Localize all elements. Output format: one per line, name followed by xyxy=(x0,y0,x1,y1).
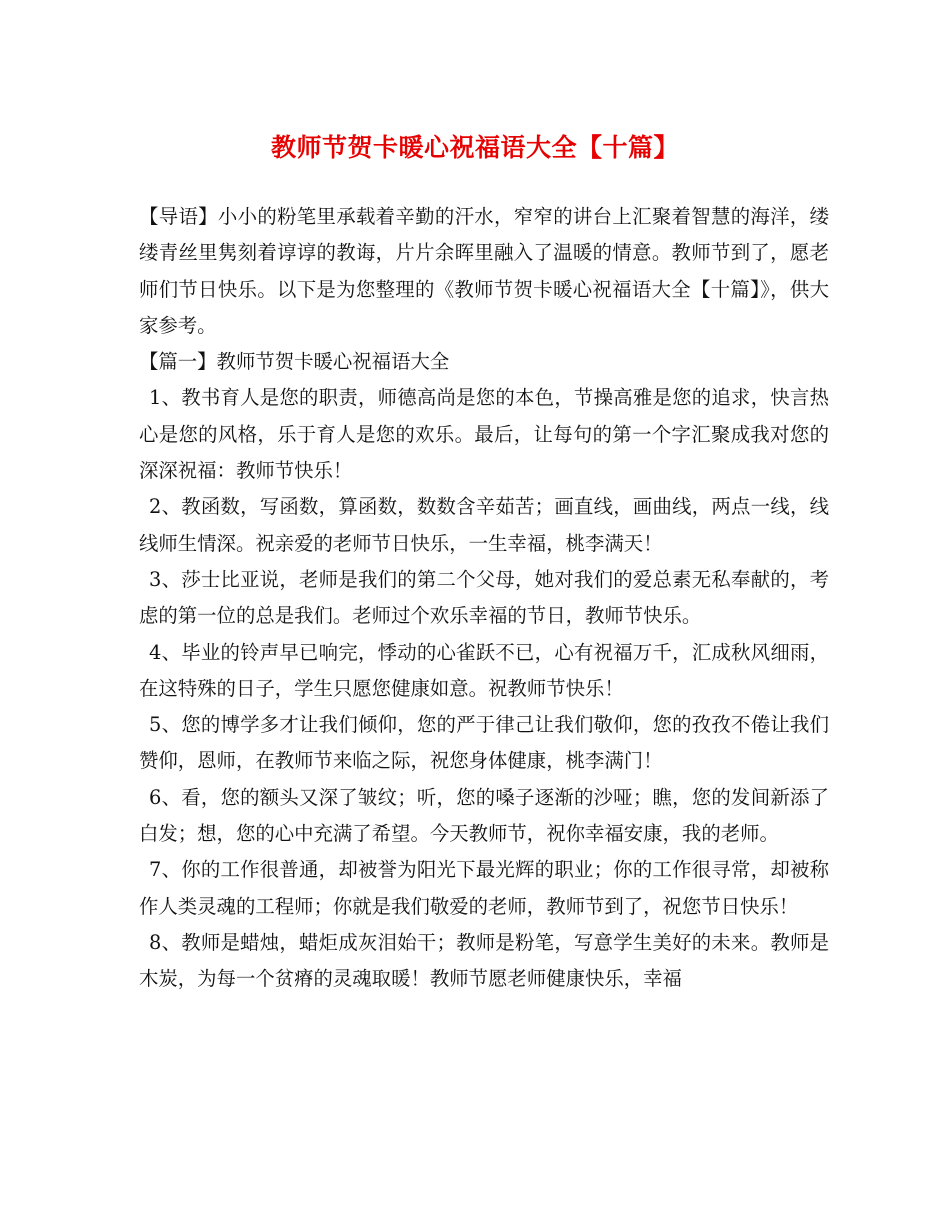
list-item: 8、教师是蜡烛，蜡炬成灰泪始干；教师是粉笔，写意学生美好的未来。教师是木炭，为每一个贫瘠的灵魂取暖！教师节愿老师健康快乐，幸福 xyxy=(139,930,829,991)
list-item: 2、教函数，写函数，算函数，数数含辛茹苦；画直线，画曲线，两点一线，线线师生情深。祝亲爱的老师节日快乐，一生幸福，桃李满天！ xyxy=(139,495,829,555)
list-item: 1、教书育人是您的职责，师德高尚是您的本色，节操高雅是您的追求，快言热心是您的风格，乐于育人是您的欢乐。最后，让每句的第一个字汇聚成我对您的深深祝福：教师节快乐！ xyxy=(139,386,829,483)
document-title: 教师节贺卡暖心祝福语大全【十篇】 xyxy=(270,133,679,162)
list-item: 3、莎士比亚说，老师是我们的第二个父母，她对我们的爱总素无私奉献的，考虑的第一位的总是我们。老师过个欢乐幸福的节日，教师节快乐。 xyxy=(139,567,829,628)
intro-paragraph: 【导语】小小的粉笔里承载着辛勤的汗水，窄窄的讲台上汇聚着智慧的海洋，缕缕青丝里隽刻着谆谆的教诲，片片余晖里融入了温暖的情意。教师节到了，愿老师们节日快乐。以下是为您整理的《教师节贺卡暖心祝福语大全【十篇】》，供大家参考。 xyxy=(139,205,829,337)
list-item: 4、毕业的铃声早已响完，悸动的心雀跃不已，心有祝福万千，汇成秋风细雨，在这特殊的日子，学生只愿您健康如意。祝教师节快乐！ xyxy=(139,640,829,700)
list-item: 6、看，您的额头又深了皱纹；听，您的嗓子逐渐的沙哑；瞧，您的发间新添了白发；想，您的心中充满了希望。今天教师节，祝你幸福安康，我的老师。 xyxy=(139,785,829,846)
document-body xyxy=(139,199,829,998)
list-item: 7、你的工作很普通，却被誉为阳光下最光辉的职业；你的工作很寻常，却被称作人类灵魂的工程师；你就是我们敬爱的老师，教师节到了，祝您节日快乐！ xyxy=(139,858,829,918)
section-heading: 【篇一】教师节贺卡暖心祝福语大全 xyxy=(139,350,450,374)
list-item: 5、您的博学多才让我们倾仰，您的严于律己让我们敬仰，您的孜孜不倦让我们赞仰，恩师，在教师节来临之际，祝您身体健康，桃李满门！ xyxy=(139,713,829,773)
